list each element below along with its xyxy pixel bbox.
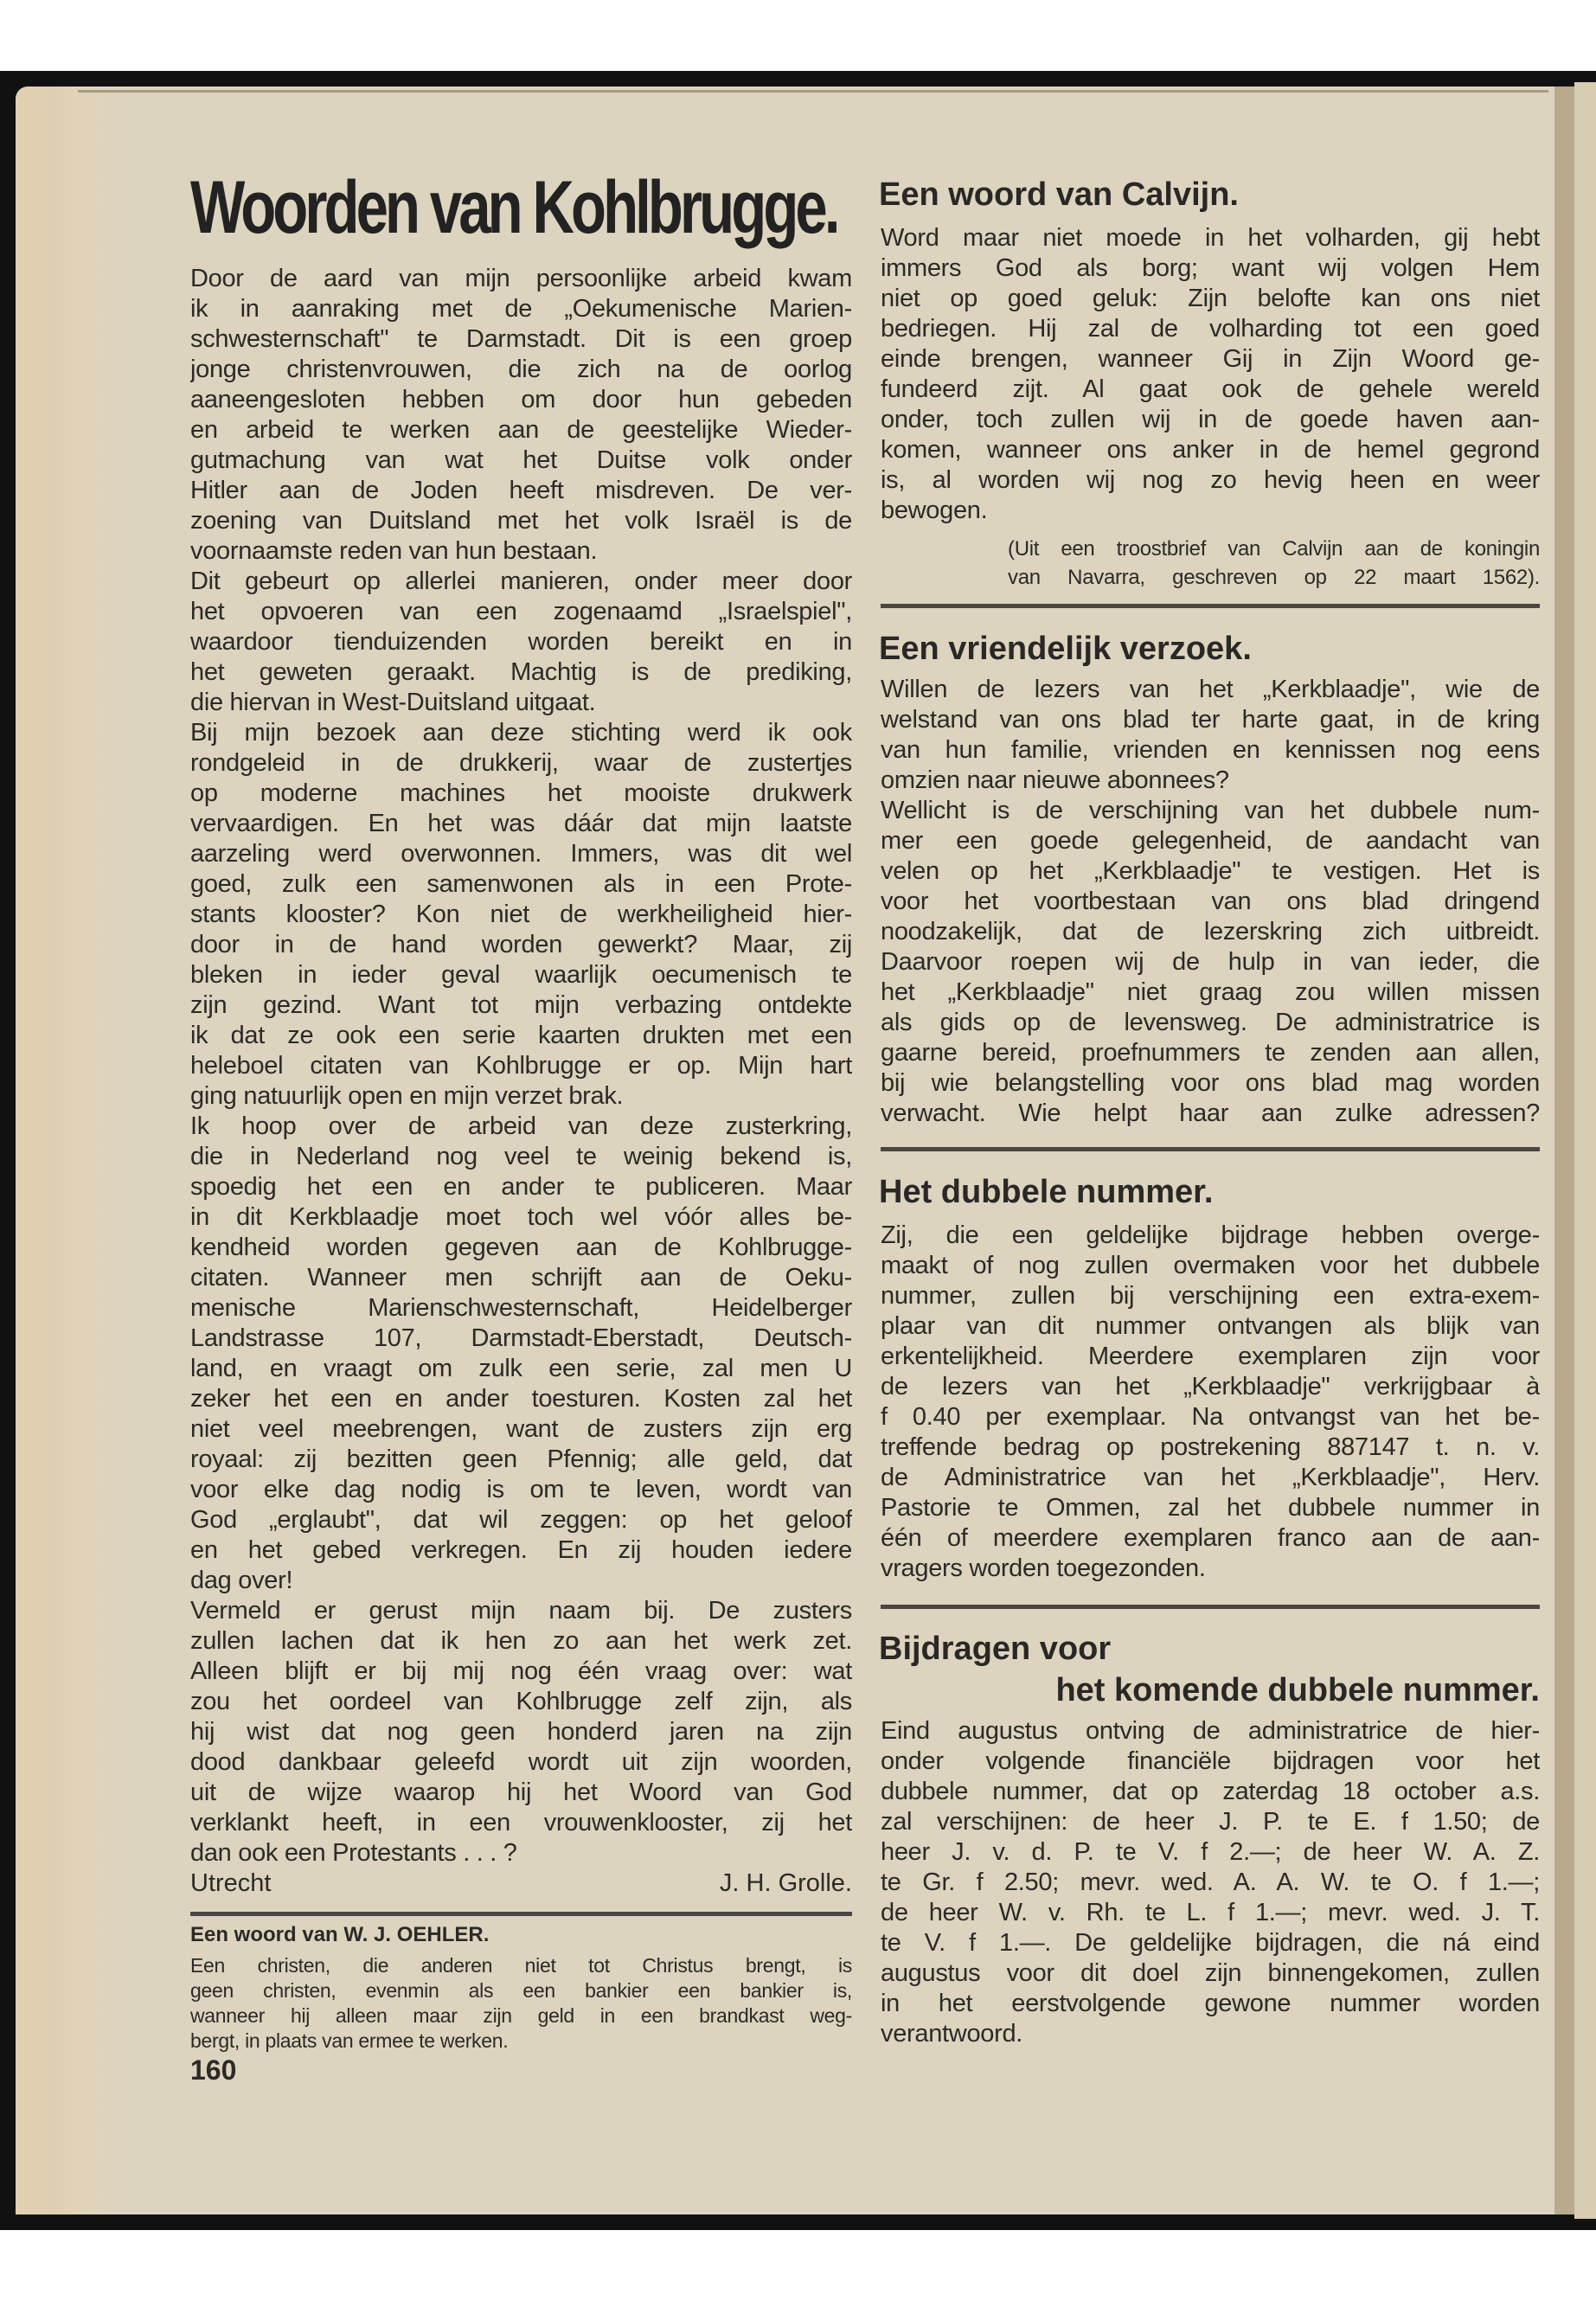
text-line: bewogen. (881, 497, 988, 524)
text-line: bedriegen. Hij zal de volharding tot een goed (881, 315, 1540, 343)
text-line: immers God als borg; want wij volgen Hem (881, 254, 1540, 282)
text-line: heer J. v. d. P. te V. f 2.—; de heer W. A. Z. (881, 1838, 1540, 1866)
text-line: Zij, die een geldelijke bijdrage hebben overge- (881, 1221, 1540, 1249)
text-line: voor elke dag nodig is om te leven, wordt van (190, 1476, 852, 1503)
text-line: hij wist dat nog geen honderd jaren na zijn (190, 1718, 852, 1746)
text-line: (Uit een troostbrief van Calvijn aan de koningin (1008, 537, 1540, 561)
text-line: omzien naar nieuwe abonnees? (881, 766, 1229, 794)
text-line: royaal: zij bezitten geen Pfennig; alle geld, dat (190, 1445, 852, 1473)
text-line: mer een goede gelegenheid, de aandacht van (881, 827, 1540, 855)
text-line: plaar van dit nummer ontvangen als blijk van (881, 1312, 1540, 1340)
text-line: waardoor tienduizenden worden bereikt en in (190, 628, 852, 656)
text-line: die hiervan in West-Duitsland uitgaat. (190, 689, 596, 716)
text-line: dan ook een Protestants . . . ? (190, 1839, 517, 1867)
calvijn-body (881, 223, 1540, 526)
text-line: dubbele nummer, dat op zaterdag 18 october a.s. (881, 1778, 1540, 1805)
text-line: op moderne machines het mooiste drukwerk (190, 779, 852, 807)
text-line: gaarne bereid, proefnummers te zenden aan allen, (881, 1039, 1540, 1067)
text-line: het geweten geraakt. Machtig is de prediking, (190, 658, 852, 686)
text-line: in dit Kerkblaadje moet toch wel vóór alles be- (190, 1203, 852, 1231)
text-line: kendheid worden gegeven aan de Kohlbrugge- (190, 1234, 852, 1261)
divider (881, 1605, 1540, 1609)
text-line: ging natuurlijk open en mijn verzet brak. (190, 1082, 624, 1110)
text-line: einde brengen, wanneer Gij in Zijn Woord ge- (881, 345, 1540, 373)
text-line: niet op goed geluk: Zijn belofte kan ons niet (881, 285, 1540, 312)
text-line: van Navarra, geschreven op 22 maart 1562). (1008, 566, 1540, 589)
text-line: het „Kerkblaadje" niet graag zou willen missen (881, 978, 1540, 1006)
text-line: Door de aard van mijn persoonlijke arbeid kwam (190, 265, 852, 292)
text-line: in het eerstvolgende gewone nummer worden (881, 1990, 1540, 2017)
text-line: verklankt heeft, in een vrouwenklooster, zij het (190, 1809, 852, 1836)
text-line: niet veel meebrengen, want de zusters zijn erg (190, 1415, 852, 1443)
verzoek-body (881, 675, 1540, 1129)
text-line: f 0.40 per exemplaar. Na ontvangst van het be- (881, 1403, 1540, 1431)
text-line: citaten. Wanneer men schrijft aan de Oeku- (190, 1264, 852, 1292)
text-line: verantwoord. (881, 2020, 1023, 2048)
text-line: Daarvoor roepen wij de hulp in van ieder, die (881, 948, 1540, 976)
signature-author: J. H. Grolle. (719, 1869, 852, 1897)
text-line: heleboel citaten van Kohlbrugge er op. Mijn hart (190, 1052, 852, 1080)
article-signature (190, 1868, 852, 1899)
text-line: zou het oordeel van Kohlbrugge zelf zijn, als (190, 1688, 852, 1715)
text-line: schwesternschaft" te Darmstadt. Dit is een groep (190, 325, 852, 353)
dubbele-title: Het dubbele nummer. (879, 1174, 1214, 1210)
text-line: zoening van Duitsland met het volk Israël is de (190, 507, 852, 535)
text-line: voor het voortbestaan van ons blad dringend (881, 888, 1540, 915)
text-line: Hitler aan de Joden heeft misdreven. De ver- (190, 477, 852, 504)
dubbele-body (881, 1221, 1540, 1584)
text-line: Ik hoop over de arbeid van deze zusterkring, (190, 1112, 852, 1140)
text-line: zullen lachen dat ik hen zo aan het werk zet. (190, 1627, 852, 1655)
signature-place: Utrecht (190, 1869, 272, 1897)
text-line: van hun familie, vrienden en kennissen nog eens (881, 736, 1540, 764)
text-line: geen christen, evenmin als een bankier een bankier is, (190, 1979, 852, 2002)
text-line: velen op het „Kerkblaadje" te vestigen. Het is (881, 857, 1540, 885)
text-line: uit de wijze waarop hij het Woord van God (190, 1779, 852, 1806)
article-title: Woorden van Kohlbrugge. (190, 166, 837, 249)
divider (881, 604, 1540, 608)
text-line: God „erglaubt", dat wil zeggen: op het geloof (190, 1506, 852, 1534)
text-line: aarzeling werd overwonnen. Immers, was dit wel (190, 840, 852, 868)
text-line: onder, toch zullen wij in de goede haven aan- (881, 406, 1540, 433)
text-line: Bij mijn bezoek aan deze stichting werd ik ook (190, 719, 852, 747)
bijdragen-body (881, 1716, 1540, 2049)
bijdragen-title-1: Bijdragen voor (879, 1631, 1112, 1667)
text-line: Vermeld er gerust mijn naam bij. De zusters (190, 1597, 852, 1625)
text-line: erkentelijkheid. Meerdere exemplaren zijn voor (881, 1343, 1540, 1370)
divider (881, 1147, 1540, 1151)
text-line: zijn gezind. Want tot mijn verbazing ontdekte (190, 991, 852, 1019)
text-line: bergt, in plaats van ermee te werken. (190, 2029, 509, 2052)
text-line: aaneengesloten hebben om door hun gebeden (190, 386, 852, 413)
text-line: fundeerd zijt. Al gaat ook de gehele wereld (881, 375, 1540, 403)
text-line: vragers worden toegezonden. (881, 1554, 1206, 1582)
text-line: menische Marienschwesternschaft, Heidelberger (190, 1294, 852, 1322)
calvijn-source (1008, 535, 1540, 592)
text-line: dag over! (190, 1567, 293, 1594)
text-line: Landstrasse 107, Darmstadt-Eberstadt, Deutsch- (190, 1324, 852, 1352)
text-line: en het gebed verkregen. En zij houden iedere (190, 1536, 852, 1564)
text-line: spoedig het een en ander te publiceren. Maar (190, 1173, 852, 1201)
text-line: gutmachung van wat het Duitse volk onder (190, 446, 852, 474)
text-line: Dit gebeurt op allerlei manieren, onder meer door (190, 567, 852, 595)
text-line: Word maar niet moede in het volharden, gij hebt (881, 224, 1540, 252)
next-page-edge (1574, 82, 1596, 2219)
text-line: Eind augustus ontving de administratrice de hier- (881, 1717, 1540, 1745)
text-line: noodzakelijk, dat de lezerskring zich uitbreidt. (881, 918, 1540, 945)
oehler-body (190, 1953, 852, 2054)
text-line: de heer W. v. Rh. te L. f 1.—; mevr. wed. J. T. (881, 1899, 1540, 1926)
text-line: Willen de lezers van het „Kerkblaadje", wie de (881, 676, 1540, 703)
text-line: Een christen, die anderen niet tot Christus brengt, is (190, 1954, 852, 1977)
text-line: jonge christenvrouwen, die zich na de oorlog (190, 356, 852, 383)
calvijn-title: Een woord van Calvijn. (879, 176, 1239, 213)
text-line: onder volgende financiële bijdragen voor het (881, 1747, 1540, 1775)
text-line: door in de hand worden gewerkt? Maar, zij (190, 931, 852, 958)
text-line: bij wie belangstelling voor ons blad mag worden (881, 1069, 1540, 1097)
text-line: Wellicht is de verschijning van het dubbele num- (881, 797, 1540, 824)
text-line: bleken in ieder geval waarlijk oecumenisch te (190, 961, 852, 989)
bijdragen-title-2: het komende dubbele nummer. (1055, 1672, 1540, 1708)
text-line: goed, zulk een samenwonen als in een Prote- (190, 870, 852, 898)
text-line: verwacht. Wie helpt haar aan zulke adressen? (881, 1099, 1540, 1127)
text-line: land, en vraagt om zulk een serie, zal men U (190, 1355, 852, 1382)
text-line: voornaamste reden van hun bestaan. (190, 537, 598, 565)
divider (190, 1912, 852, 1916)
text-line: ik dat ze ook een serie kaarten drukten met een (190, 1022, 852, 1049)
text-line: de Administratrice van het „Kerkblaadje", Herv. (881, 1464, 1540, 1491)
text-line: vervaardigen. En het was dáár dat mijn laatste (190, 810, 852, 837)
text-line: treffende bedrag op postrekening 887147 t. n. v. (881, 1433, 1540, 1461)
text-line: Pastorie te Ommen, zal het dubbele nummer in (881, 1494, 1540, 1522)
oehler-title: Een woord van W. J. OEHLER. (190, 1923, 490, 1946)
text-line: ik in aanraking met de „Oekumenische Marien- (190, 295, 852, 323)
book-edge (1554, 87, 1574, 2214)
text-line: te Gr. f 2.50; mevr. wed. A. A. W. te O. f 1.—; (881, 1868, 1540, 1896)
text-line: zal verschijnen: de heer J. P. te E. f 1.50; de (881, 1808, 1540, 1836)
verzoek-title: Een vriendelijk verzoek. (879, 631, 1252, 667)
text-line: stants klooster? Kon niet de werkheiligheid hier- (190, 901, 852, 928)
text-line: de lezers van het „Kerkblaadje" verkrijgbaar à (881, 1373, 1540, 1400)
text-line: nummer, zullen bij verschijning een extra-exem- (881, 1282, 1540, 1310)
text-line: welstand van ons blad ter harte gaat, in de kring (881, 706, 1540, 734)
page-top-edge (78, 90, 1548, 93)
text-line: is, al worden wij nog zo hevig heen en weer (881, 466, 1540, 494)
text-line: één of meerdere exemplaren franco aan de aan- (881, 1524, 1540, 1552)
text-line: en arbeid te werken aan de geestelijke Wieder- (190, 416, 852, 444)
text-line: rondgeleid in de drukkerij, waar de zustertjes (190, 749, 852, 777)
text-line: Alleen blijft er bij mij nog één vraag over: wat (190, 1657, 852, 1685)
text-line: die in Nederland nog veel te weinig bekend is, (190, 1143, 852, 1170)
article-body (190, 264, 852, 1868)
text-line: maakt of nog zullen overmaken voor het dubbele (881, 1252, 1540, 1279)
text-line: augustus voor dit doel zijn binnengekomen, zullen (881, 1959, 1540, 1987)
text-line: als gids op de levensweg. De administratrice is (881, 1009, 1540, 1036)
text-line: het opvoeren van een zogenaamd „Israelspiel", (190, 598, 852, 625)
text-line: wanneer hij alleen maar zijn geld in een brandkast weg- (190, 2004, 852, 2027)
text-line: dood dankbaar geleefd wordt uit zijn woorden, (190, 1748, 852, 1776)
page-number: 160 (190, 2054, 237, 2086)
text-line: komen, wanneer ons anker in de hemel gegrond (881, 436, 1540, 464)
text-line: zeker het een en ander toesturen. Kosten zal het (190, 1385, 852, 1413)
text-line: te V. f 1.—. De geldelijke bijdragen, die ná eind (881, 1929, 1540, 1957)
